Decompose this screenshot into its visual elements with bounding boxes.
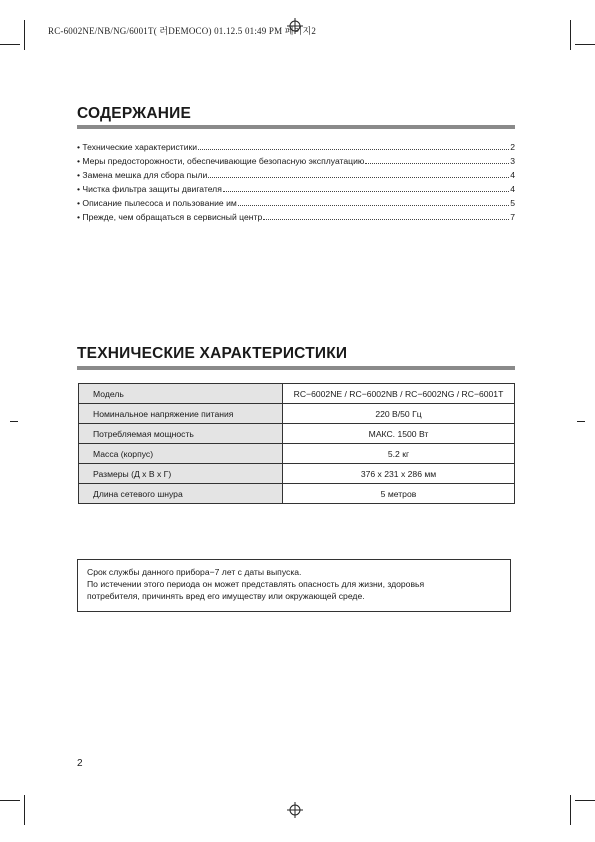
contents-title-rule [77,125,515,129]
spec-value: 220 В/50 Гц [283,404,515,424]
toc-entry-page: 2 [510,142,515,152]
crop-mark-bottom-left-h [0,800,20,801]
table-row [79,484,515,504]
toc-leader-dots [238,205,509,206]
spec-label: Масса (корпус) [79,444,283,464]
spec-value: 5.2 кг [283,444,515,464]
spec-label: Номинальное напряжение питания [79,404,283,424]
toc-entry-title: • Замена мешка для сбора пыли [77,170,208,180]
specs-title-rule [77,366,515,370]
crop-mark-top-right-h [575,44,595,45]
crop-mark-bottom-right-h [575,800,595,801]
print-slug: RC-6002NE/NB/NG/6001T( 러DEMOCO) 01.12.5 01:49 PM 페이지2 [48,26,317,36]
toc-entry[interactable] [77,142,515,156]
toc-entry-page: 3 [510,156,515,166]
toc-entry-title: • Прежде, чем обращаться в сервисный центр [77,212,263,222]
spec-value: RC−6002NE / RC−6002NB / RC−6002NG / RC−6001T [283,384,515,404]
spec-value: 376 x 231 x 286 мм [283,464,515,484]
crop-mark-bottom-right [570,795,571,825]
crop-mark-top-left-h [0,44,20,45]
contents-title: СОДЕРЖАНИЕ [77,105,192,122]
toc-entry-title: • Описание пылесоса и пользование им [77,198,237,208]
toc-leader-dots [263,219,509,220]
specs-title: ТЕХНИЧЕСКИЕ ХАРАКТЕРИСТИКИ [77,345,348,362]
toc-leader-dots [198,149,509,150]
note-line: потребителя, причинять вред его имуществу или окружающей среде. [87,591,365,601]
toc-entry-page: 4 [510,184,515,194]
toc-entry[interactable] [77,156,515,170]
toc-entry[interactable] [77,212,515,226]
spec-label: Потребляемая мощность [79,424,283,444]
note-line: Срок службы данного прибора−7 лет с даты выпуска. [87,567,302,577]
page-number: 2 [77,758,83,769]
toc-entry[interactable] [77,184,515,198]
toc-leader-dots [223,191,509,192]
table-row [79,424,515,444]
table-row [79,384,515,404]
registration-mark-icon [287,802,303,818]
toc-entry[interactable] [77,170,515,184]
table-row [79,404,515,424]
specs-table [78,383,515,504]
toc-entry-page: 5 [510,198,515,208]
crop-mark-top-left [24,20,25,50]
toc-entry[interactable] [77,198,515,212]
table-row [79,444,515,464]
spec-label: Длина сетевого шнура [79,484,283,504]
spec-label: Размеры (Д x В x Г) [79,464,283,484]
toc-leader-dots [365,163,509,164]
spec-value: МАКС. 1500 Вт [283,424,515,444]
toc-entry-title: • Технические характеристики [77,142,198,152]
toc-entry-title: • Чистка фильтра защиты двигателя [77,184,222,194]
table-row [79,464,515,484]
spec-label: Модель [79,384,283,404]
toc-entry-title: • Меры предосторожности, обеспечивающие безопасную эксплуатацию [77,156,365,166]
toc-entry-page: 4 [510,170,515,180]
registration-mark-icon [287,18,303,34]
side-tick-left [10,421,18,422]
crop-mark-top-right [570,20,571,50]
spec-value: 5 метров [283,484,515,504]
service-life-note [77,559,511,612]
note-line: По истечении этого периода он может представлять опасность для жизни, здоровья [87,579,425,589]
contents-list [77,142,515,226]
toc-leader-dots [208,177,509,178]
crop-mark-bottom-left [24,795,25,825]
toc-entry-page: 7 [510,212,515,222]
side-tick-right [577,421,585,422]
